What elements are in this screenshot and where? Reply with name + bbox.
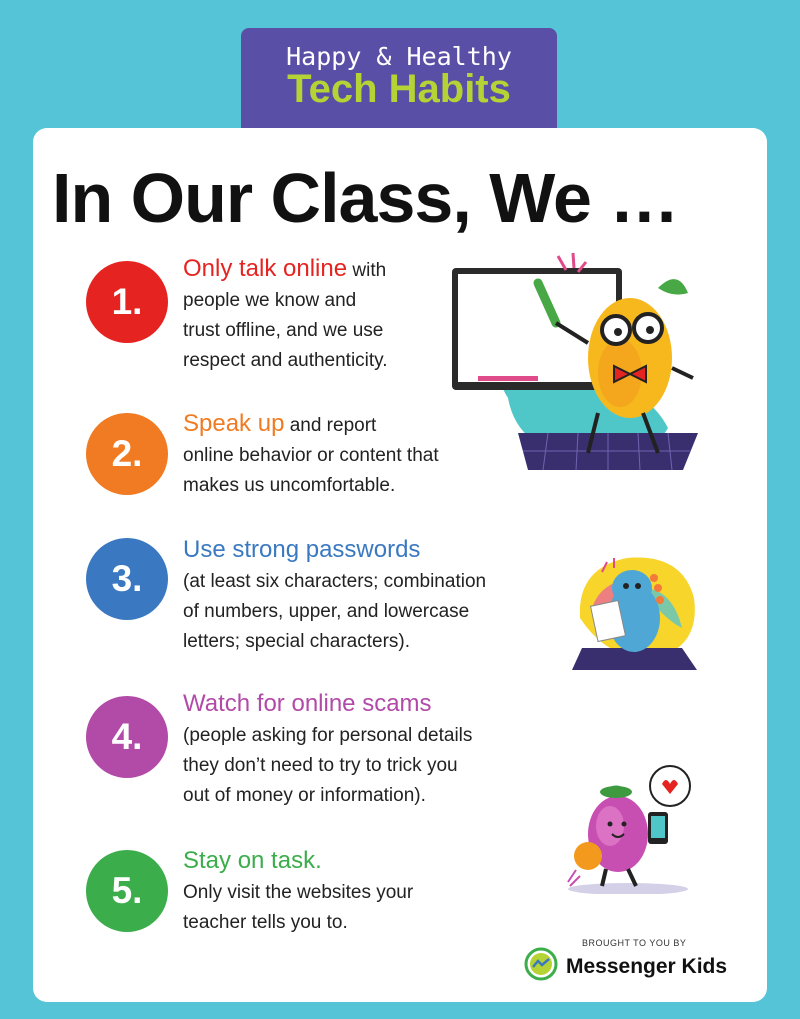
item-5-heading: Stay on task. bbox=[183, 847, 322, 874]
item-2-line-1: online behavior or content that bbox=[183, 445, 439, 466]
number-badge-4: 4. bbox=[86, 696, 168, 778]
dinosaur-reading-illustration bbox=[572, 548, 704, 670]
item-2-heading-tail: and report bbox=[284, 415, 377, 436]
item-1-heading-tail: with bbox=[347, 260, 387, 281]
number-badge-1: 1. bbox=[86, 261, 168, 343]
header-banner bbox=[241, 28, 557, 128]
number-badge-3: 3. bbox=[86, 538, 168, 620]
number-badge-5: 5. bbox=[86, 850, 168, 932]
item-1-line-1: people we know and bbox=[183, 290, 357, 311]
item-4-line-3: out of money or information). bbox=[183, 785, 426, 806]
item-4-line-1: (people asking for personal details bbox=[183, 725, 473, 746]
messenger-kids-brand: Messenger Kids bbox=[566, 955, 728, 978]
list-item-3 bbox=[183, 535, 486, 657]
item-5-line-2: teacher tells you to. bbox=[183, 912, 348, 933]
list-item-1 bbox=[183, 254, 388, 376]
item-3-heading: Use strong passwords bbox=[183, 536, 421, 563]
plum-with-phone-illustration bbox=[558, 764, 708, 894]
banner-title: Tech Habits bbox=[287, 67, 511, 111]
brought-to-you-label: BROUGHT TO YOU BY bbox=[582, 938, 687, 948]
item-3-line-2: of numbers, upper, and lowercase bbox=[183, 601, 470, 622]
item-5-line-1: Only visit the websites your bbox=[183, 882, 414, 903]
item-4-heading: Watch for online scams bbox=[183, 690, 432, 717]
number-badge-2: 2. bbox=[86, 413, 168, 495]
item-1-line-2: trust offline, and we use bbox=[183, 320, 384, 341]
item-2-line-2: makes us uncomfortable. bbox=[183, 475, 396, 496]
banner-tagline: Happy & Healthy bbox=[286, 42, 512, 71]
list-item-5 bbox=[183, 846, 413, 938]
messenger-kids-logo-icon bbox=[524, 947, 558, 981]
list-item-2 bbox=[183, 409, 439, 501]
page-title: In Our Class, We … bbox=[52, 159, 679, 237]
list-item-4 bbox=[183, 689, 472, 811]
mango-teacher-illustration bbox=[448, 248, 700, 470]
item-2-heading: Speak up bbox=[183, 410, 285, 437]
item-1-heading: Only talk online bbox=[183, 255, 348, 282]
item-3-line-1: (at least six characters; combination bbox=[183, 571, 487, 592]
item-3-line-3: letters; special characters). bbox=[183, 631, 411, 652]
item-4-line-2: they don’t need to try to trick you bbox=[183, 755, 458, 776]
item-1-line-3: respect and authenticity. bbox=[183, 350, 388, 371]
